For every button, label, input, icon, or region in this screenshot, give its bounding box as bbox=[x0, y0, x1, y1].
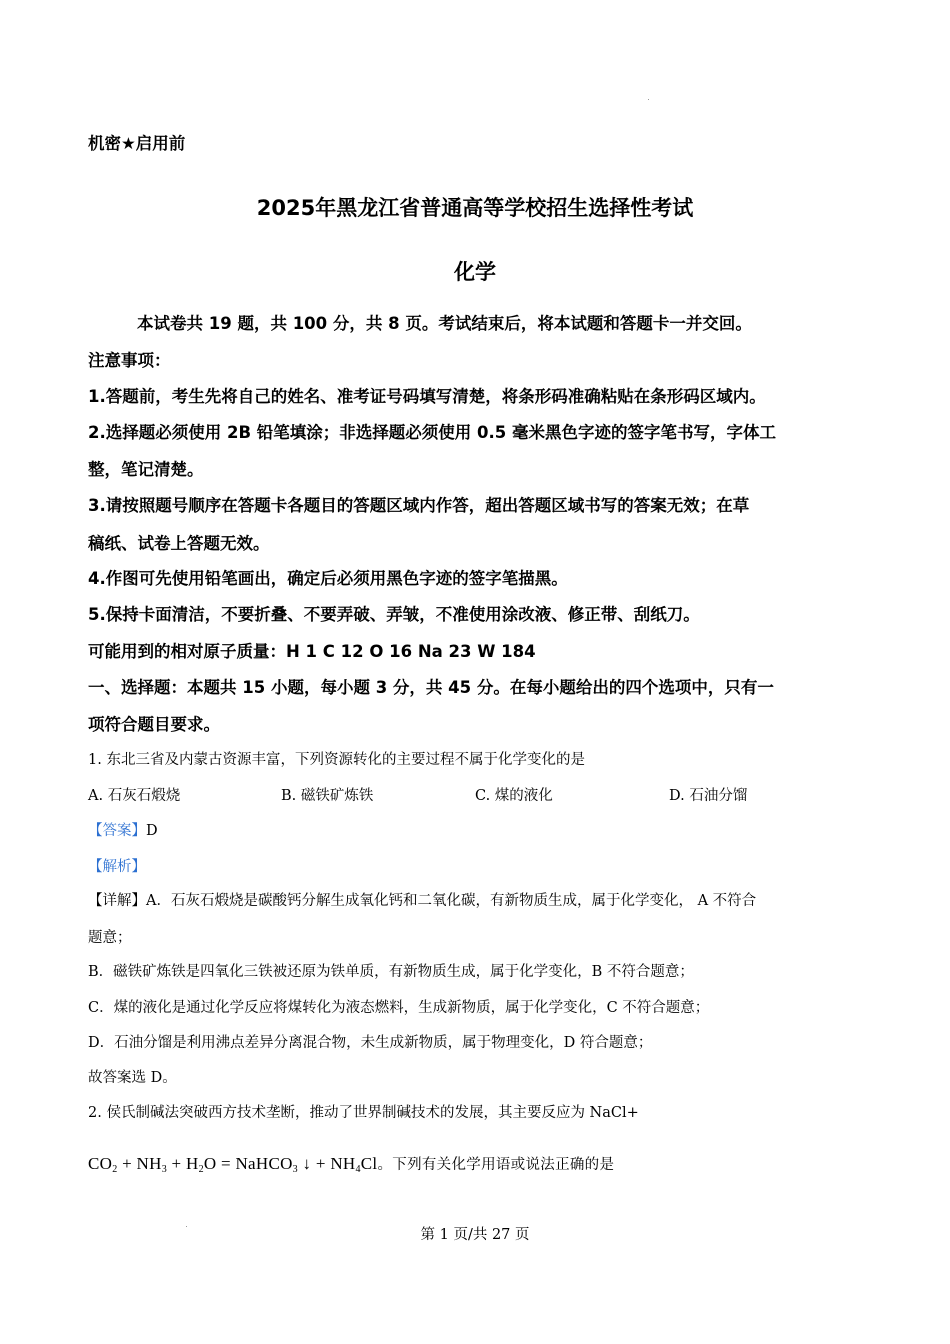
formula-sub: 2 bbox=[112, 1164, 118, 1175]
detail-a bbox=[88, 894, 756, 909]
answer-label: 【答案】 bbox=[88, 823, 146, 839]
question-1-stem: 1. 东北三省及内蒙古资源丰富，下列资源转化的主要过程不属于化学变化的是 bbox=[88, 752, 585, 768]
page-number: 第 1 页/共 27 页 bbox=[420, 1227, 530, 1243]
question-2-stem: 2. 侯氏制碱法突破西方技术垄断，推动了世界制碱技术的发展，其主要反应为 NaCl+ bbox=[88, 1105, 639, 1121]
intro-text: 本试卷共 19 题，共 100 分，共 8 页。考试结束后，将本试题和答题卡一并交回。 bbox=[137, 314, 752, 333]
formula-sub: 3 bbox=[292, 1164, 298, 1175]
note-item: 整，笔记清楚。 bbox=[88, 460, 204, 479]
scan-speck bbox=[648, 99, 649, 100]
question-1-options bbox=[0, 789, 950, 807]
note-item: 稿纸、试卷上答题无效。 bbox=[88, 534, 270, 553]
reaction-equation bbox=[88, 1155, 614, 1175]
formula-sub: 3 bbox=[161, 1164, 167, 1175]
answer-value: D bbox=[146, 823, 158, 839]
exam-title: 2025年黑龙江省普通高等学校招生选择性考试 bbox=[256, 196, 694, 220]
section-title-cont: 项符合题目要求。 bbox=[88, 715, 220, 734]
detail-c: C．煤的液化是通过化学反应将煤转化为液态燃料，生成新物质，属于化学变化，C 不符合题意； bbox=[88, 1000, 710, 1016]
note-item: 5.保持卡面清洁，不要折叠、不要弄破、弄皱，不准使用涂改液、修正带、刮纸刀。 bbox=[88, 605, 700, 624]
notes-heading: 注意事项： bbox=[88, 351, 171, 370]
formula-co: CO bbox=[88, 1154, 113, 1173]
formula-down: ↓ + NH bbox=[297, 1154, 356, 1173]
detail-label: 【详解】 bbox=[88, 893, 146, 909]
detail-d: D．石油分馏是利用沸点差异分离混合物，未生成新物质，属于物理变化，D 符合题意； bbox=[88, 1035, 653, 1051]
formula-sub: 2 bbox=[198, 1164, 204, 1175]
formula-cl: Cl bbox=[360, 1154, 378, 1173]
formula-o-eq: O = NaHCO bbox=[203, 1154, 293, 1173]
atomic-mass-line: 可能用到的相对原子质量：H 1 C 12 O 16 Na 23 W 184 bbox=[88, 642, 536, 661]
scan-speck bbox=[186, 1226, 187, 1227]
formula-h: + H bbox=[167, 1154, 199, 1173]
analysis-label: 【解析】 bbox=[88, 859, 146, 875]
confidential-label: 机密★启用前 bbox=[88, 134, 186, 153]
option-c: C. 煤的液化 bbox=[475, 788, 553, 804]
question-2-tail: 。下列有关化学用语或说法正确的是 bbox=[377, 1157, 615, 1173]
option-b: B. 磁铁矿炼铁 bbox=[281, 788, 374, 804]
note-item: 3.请按照题号顺序在答题卡各题目的答题区域内作答，超出答题区域书写的答案无效；在草 bbox=[88, 496, 750, 515]
detail-b: B．磁铁矿炼铁是四氧化三铁被还原为铁单质，有新物质生成，属于化学变化，B 不符合题意； bbox=[88, 964, 694, 980]
answer-line bbox=[88, 824, 158, 839]
detail-a-text: A．石灰石煅烧是碳酸钙分解生成氧化钙和二氧化碳，有新物质生成，属于化学变化， A 不符合 bbox=[146, 893, 757, 909]
detail-a-cont: 题意； bbox=[88, 930, 132, 946]
note-item: 1.答题前，考生先将自己的姓名、准考证号码填写清楚，将条形码准确粘贴在条形码区域内。 bbox=[88, 387, 766, 406]
option-a: A. 石灰石煅烧 bbox=[88, 788, 181, 804]
subject-title: 化学 bbox=[454, 260, 496, 284]
section-title: 一、选择题：本题共 15 小题，每小题 3 分，共 45 分。在每小题给出的四个选项中，只有一 bbox=[88, 678, 774, 697]
note-item: 2.选择题必须使用 2B 铅笔填涂；非选择题必须使用 0.5 毫米黑色字迹的签字笔书写，字体工 bbox=[88, 423, 777, 442]
formula-sub: 4 bbox=[355, 1164, 361, 1175]
conclusion: 故答案选 D。 bbox=[88, 1070, 177, 1086]
note-item: 4.作图可先使用铅笔画出，确定后必须用黑色字迹的签字笔描黑。 bbox=[88, 569, 568, 588]
option-d: D. 石油分馏 bbox=[669, 788, 748, 804]
formula-nh: + NH bbox=[117, 1154, 162, 1173]
